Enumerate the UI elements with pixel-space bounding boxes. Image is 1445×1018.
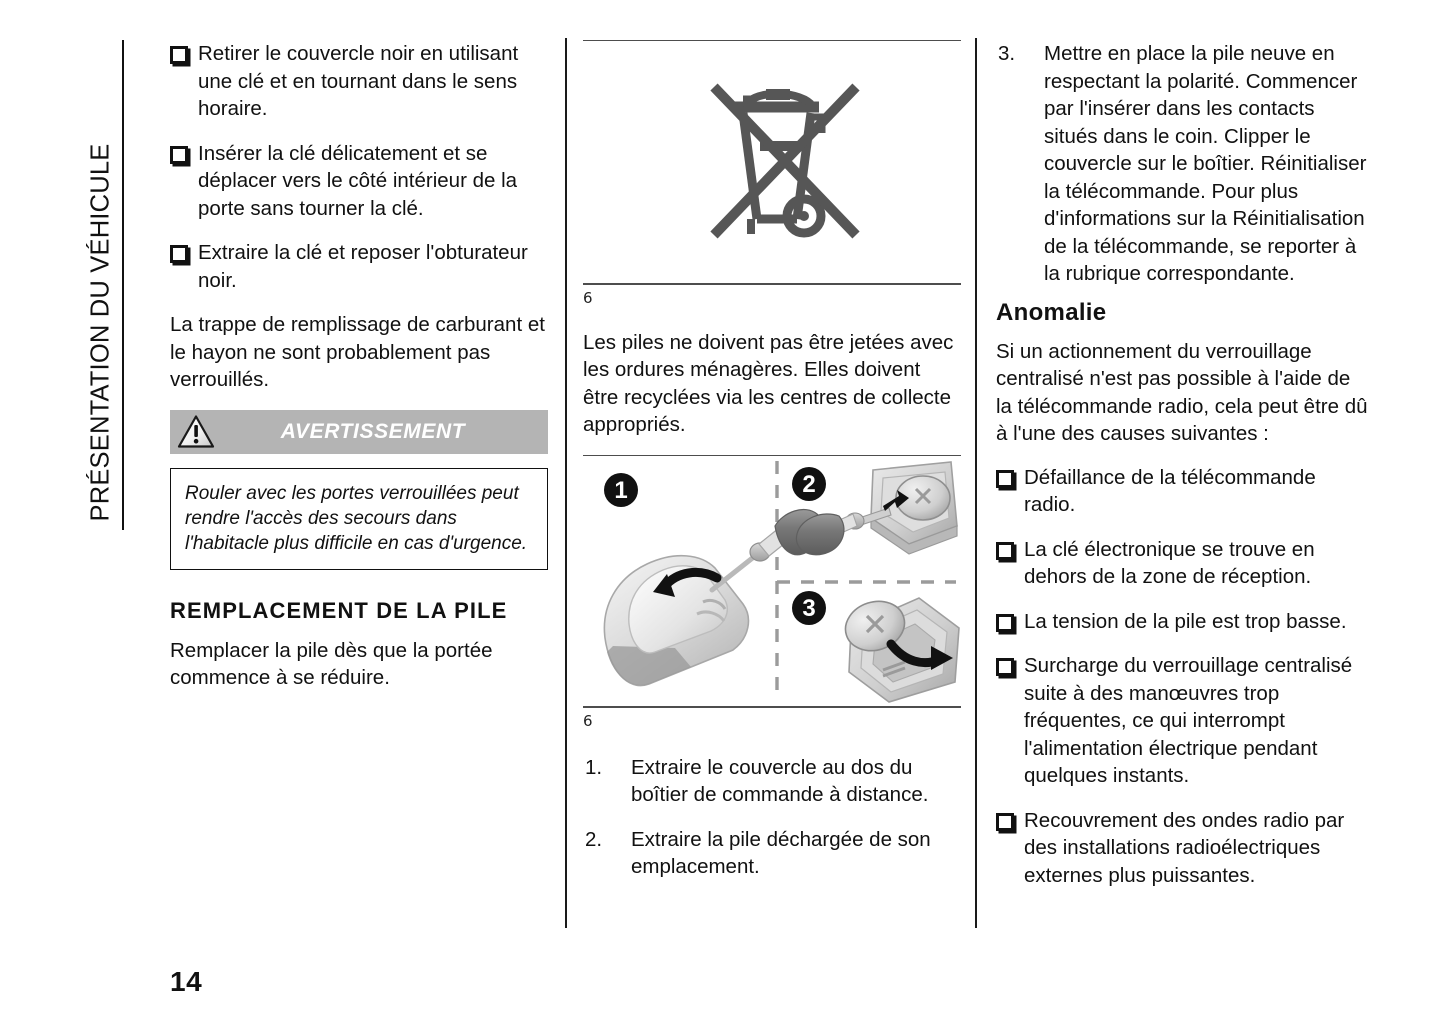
column-divider-left (565, 38, 567, 928)
step-number: 1. (585, 755, 603, 779)
panel-number-2: 2 (802, 471, 816, 499)
list-item (996, 40, 1368, 288)
square-bullet-icon (996, 614, 1014, 632)
running-head-rule (122, 40, 124, 530)
warning-text: Rouler avec les portes verrouillées peut rendre l'accès des secours dans l'habitacle plus difficile en cas d'urgence. (185, 482, 528, 554)
running-head-label: PRÉSENTATION DU VÉHICULE (86, 143, 115, 522)
left-paragraph-1: La trappe de remplissage de carburant et le hayon ne sont probablement pas verrouillés. (170, 313, 545, 391)
page-number: 14 (170, 966, 203, 997)
list-item (996, 608, 1368, 636)
crossed-out-wheelie-bin-icon (583, 41, 961, 283)
section-heading-remplacement: REMPLACEMENT DE LA PILE (170, 597, 508, 623)
square-bullet-icon (996, 542, 1014, 560)
figure-battery (583, 455, 961, 732)
panel-3-illustration (792, 591, 959, 702)
left-column (170, 40, 550, 708)
step-text: Extraire le couvercle au dos du boîtier de commande à distance. (631, 755, 929, 807)
figure-battery-area (583, 456, 961, 706)
list-item (996, 464, 1368, 519)
step-text: Extraire la pile déchargée de son emplacement. (631, 827, 931, 879)
middle-column (583, 40, 961, 898)
middle-paragraph: Les piles ne doivent pas être jetées avec les ordures ménagères. Elles doivent être recyclées via les centres de collecte appropriés. (583, 330, 954, 437)
right-column (996, 40, 1368, 906)
list-item (170, 239, 550, 294)
warning-banner (170, 410, 548, 454)
list-item (996, 536, 1368, 591)
figure-battery-caption: 6 (583, 711, 593, 730)
square-bullet-icon (170, 46, 188, 64)
left-bullet-list (170, 40, 550, 294)
list-item (170, 40, 550, 123)
list-item (170, 140, 550, 223)
step-number: 3. (998, 42, 1016, 65)
list-item-text: Défaillance de la télécommande radio. (1024, 465, 1316, 516)
square-bullet-icon (996, 470, 1014, 488)
list-item-text: La clé électronique se trouve en dehors de la zone de réception. (1024, 537, 1315, 588)
step-number: 2. (585, 827, 603, 851)
list-item-text: Recouvrement des ondes radio par des installations radioélectriques externes plus puissantes. (1024, 808, 1345, 887)
figure-weee (583, 40, 961, 309)
list-item (996, 807, 1368, 890)
warning-title: AVERTISSEMENT (280, 419, 466, 443)
warning-box (170, 468, 548, 570)
right-bullet-list (996, 464, 1368, 890)
step-text: Mettre en place la pile neuve en respectant la polarité. Commencer par l'insérer dans les contacts situés dans le coin. Clipper le couvercle sur le boîtier. Réinitialiser la télécommande. Pour plus d'informations sur la Réinitialisation de la télécommande, se reporter à la rubrique correspondante. (1044, 42, 1367, 285)
warning-triangle-icon (176, 413, 216, 451)
figure-weee-area (583, 41, 961, 283)
panel-number-3: 3 (802, 595, 816, 623)
square-bullet-icon (170, 245, 188, 263)
panel-1-illustration (604, 473, 823, 686)
square-bullet-icon (170, 146, 188, 164)
right-step-list (996, 40, 1368, 288)
left-paragraph-2: Remplacer la pile dès que la portée commence à se réduire. (170, 638, 493, 689)
list-item-text: La tension de la pile est trop basse. (1024, 609, 1347, 633)
panel-2-illustration (792, 462, 957, 555)
list-item-text: Insérer la clé délicatement et se déplacer vers le côté intérieur de la porte sans tourner la clé. (198, 141, 518, 220)
section-heading-anomalie: Anomalie (996, 298, 1107, 326)
list-item (996, 652, 1368, 790)
list-item-text: Extraire la clé et reposer l'obturateur noir. (198, 241, 528, 292)
square-bullet-icon (996, 658, 1014, 676)
figure-weee-caption: 6 (583, 288, 593, 307)
list-item (583, 826, 961, 881)
square-bullet-icon (996, 813, 1014, 831)
running-head (78, 40, 124, 530)
list-item (583, 754, 961, 809)
list-item-text: Retirer le couvercle noir en utilisant une clé et en tournant dans le sens horaire. (198, 42, 519, 120)
list-item-text: Surcharge du verrouillage centralisé suite à des manœuvres trop fréquentes, ce qui interrompt l'alimentation électrique pendant quelques instants. (1024, 654, 1353, 787)
right-intro-paragraph: Si un actionnement du verrouillage centralisé n'est pas possible à l'aide de la télécommande radio, cela peut être dû à l'une des causes suivantes : (996, 339, 1368, 445)
column-divider-right (975, 38, 977, 928)
panel-number-1: 1 (614, 477, 628, 505)
middle-step-list (583, 754, 961, 881)
